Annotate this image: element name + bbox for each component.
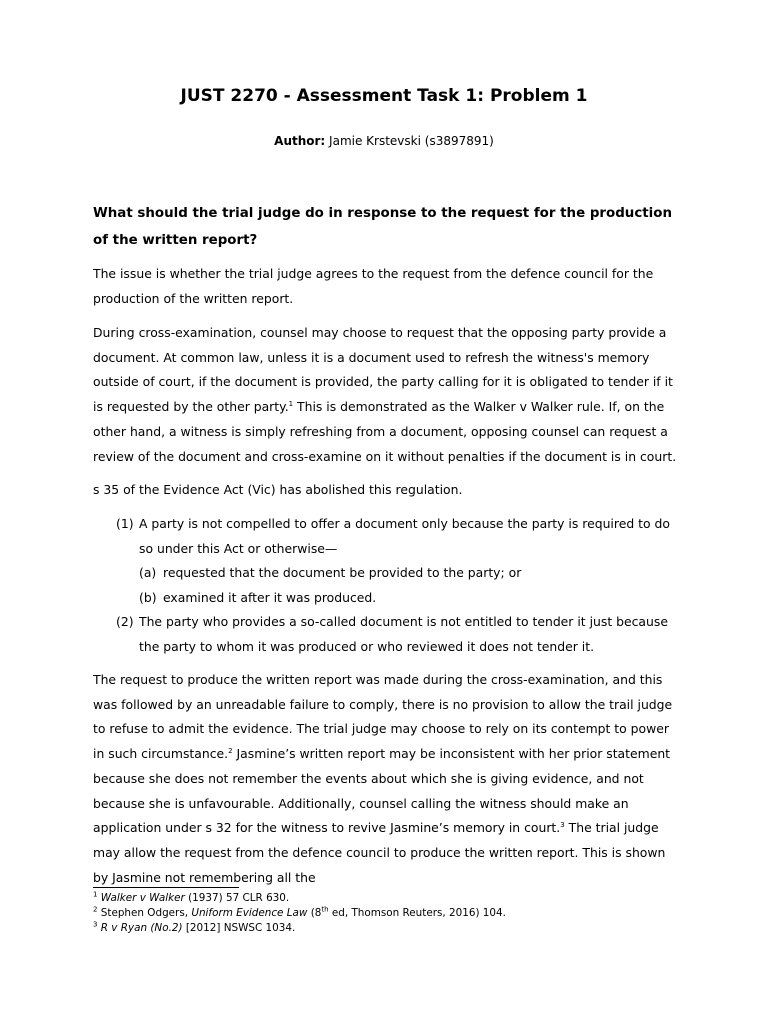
paragraph-text: Jasmine’s written report may be inconsistent with her prior statement because she does not remember the events about which she is giving evidence, and not because she is unfavourable. Additionally, counsel calling the witness should make an application under s 32 for the witness to revive Jasmine’s memory in court. [93,746,671,836]
book-title: Uniform Evidence Law [191,907,308,919]
list-text: requested that the document be provided to the party; or [163,565,522,580]
author-name: Jamie Krstevski (s3897891) [325,134,494,148]
list-number: (b) [139,590,157,605]
citation: (8 [307,907,322,919]
footnote-ref-3[interactable]: 3 [560,821,565,830]
question-heading: What should the trial judge do in response to the request for the production of the written report? [93,206,672,248]
paragraph-text: The trial judge may allow the request from the defence council to produce the written report. This is shown by Jasmine not remembering all the [93,820,666,885]
paragraph-cross-examination [93,321,683,469]
list-text: The party who provides a so-called document is not entitled to tender it just because the party to whom it was produced or who reviewed it does not tender it. [139,614,668,654]
citation: (1937) 57 CLR 630. [184,892,290,904]
case-name: Walker v Walker [100,892,185,904]
author-ref: Stephen Odgers, [97,907,192,919]
paragraph-s35: s 35 of the Evidence Act (Vic) has abolished this regulation. [93,482,463,497]
list-text: A party is not compelled to offer a document only because the party is required to do so under this Act or otherwise— [139,516,670,556]
footnote-ref-1[interactable]: 1 [288,399,294,408]
paragraph-issue: The issue is whether the trial judge agrees to the request from the defence council for the production of the written report. [93,266,654,306]
paragraph-text: The request to produce the written report was made during the cross-examination, and this was followed by an unreadable failure to comply, there is no provision to allow the trail judge to refuse to admit the evidence. The trial judge may choose to rely on its contempt to power in such circumstance. [93,672,673,762]
citation: [2012] NSWSC 1034. [182,922,296,934]
footnote-1 [93,891,683,906]
author-label: Author: [274,134,326,148]
list-text: examined it after it was produced. [163,590,377,605]
footnote-number: 1 [93,890,98,899]
footnote-number: 3 [93,920,98,929]
footnote-ref-2[interactable]: 2 [228,746,233,755]
document-title: JUST 2270 - Assessment Task 1: Problem 1 [180,86,588,106]
footnote-number: 2 [93,905,98,914]
paragraph-request [93,668,683,890]
author-line [0,134,768,148]
footnote-separator [93,887,239,888]
list-number: (2) [116,614,134,629]
list-number: (1) [116,516,134,531]
case-name: R v Ryan (No.2) [100,922,183,934]
paragraph-text: This is demonstrated as the Walker v Walker rule. If, on the other hand, a witness is simply refreshing from a document, opposing counsel can request a review of the document and cross-examine on it without penalties if the document is in court. [93,399,677,464]
citation: ed, Thomson Reuters, 2016) 104. [328,907,506,919]
footnote-3 [93,921,683,936]
footnote-2 [93,906,683,921]
edition-suffix: th [321,905,329,914]
paragraph-text: During cross-examination, counsel may choose to request that the opposing party provide a document. At common law, unless it is a document used to refresh the witness's memory outside of court, if the document is provided, the party calling for it is obligated to tender if it is requested by the other party. [93,325,673,415]
list-number: (a) [139,565,157,580]
